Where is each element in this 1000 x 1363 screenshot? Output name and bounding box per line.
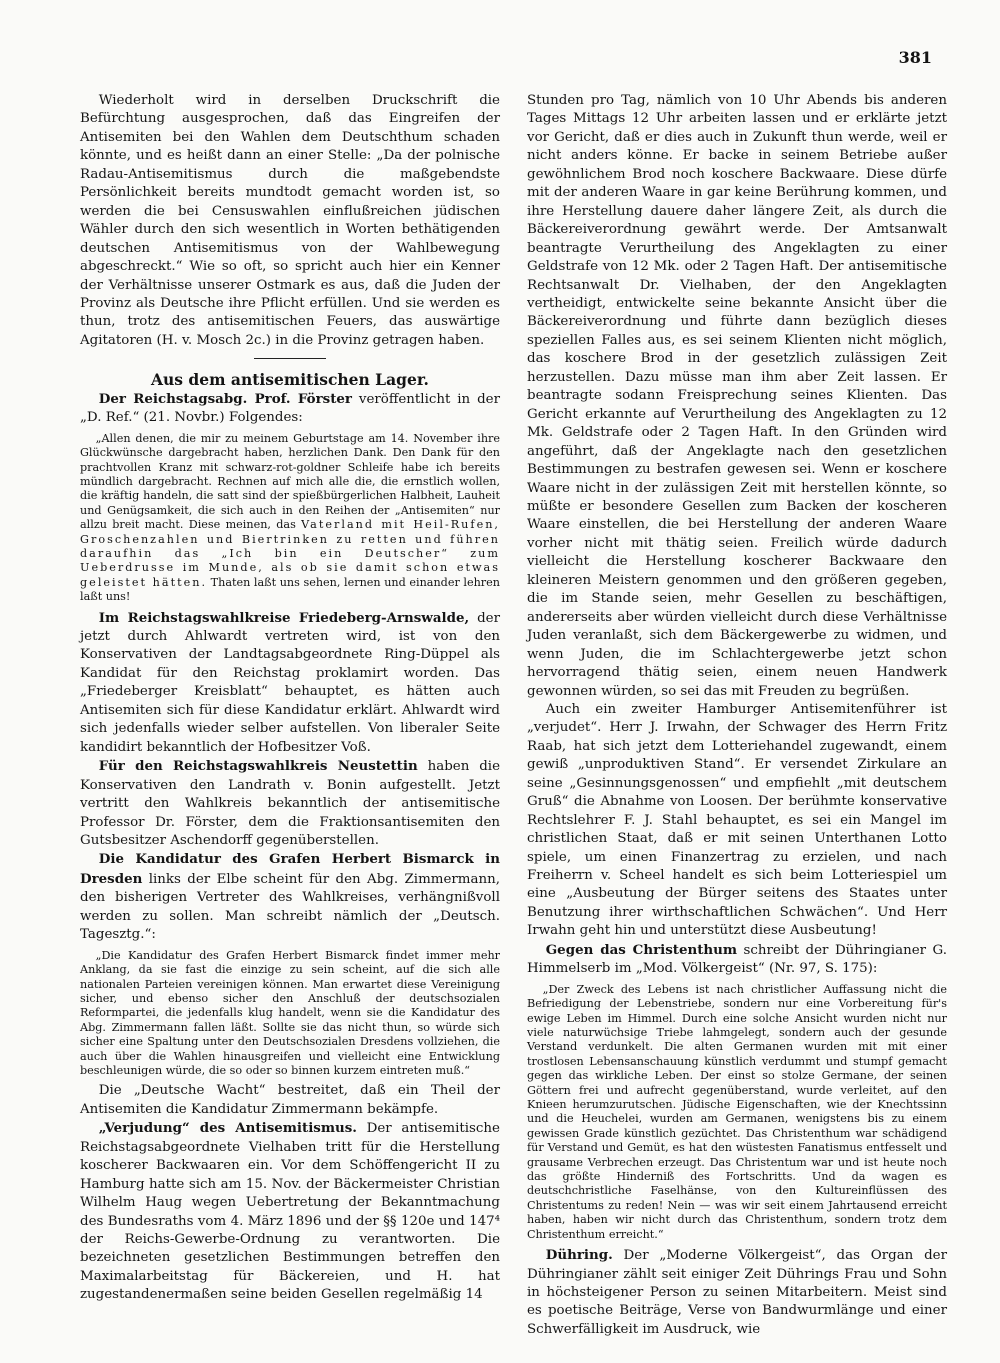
foerster-paragraph [80, 390, 500, 428]
wacht-paragraph: Die „Deutsche Wacht“ bestreitet, daß ein Theil der Antisemiten die Kandidatur Zimmermann bekämpfe. [80, 1083, 500, 1117]
verjudung-text: Der antisemitische Reichstagsabgeordnete Vielhaben tritt für die Herstellung koscherer Backwaaren ein. Vor dem Schöffengericht II zu Hamburg hatte sich am 15. Nov. der Bäckermeister Christian Wilhelm Haug wegen Uebertretung der Bekanntmachung des Bundesraths vom 4. März 1896 und der §§ 120e und 147⁴ der Reichs-Gewerbe-Ordnung zu verantworten. Die bezeichneten gesetzlichen Bestimmungen betreffen den Maximalarbeitstag für Bäckereien, und H. hat zugestandenermaßen seine beiden Gesellen regelmäßig 14 [80, 1121, 500, 1303]
foerster-quote-spaced: Vaterland mit Heil-Rufen, Groschenzahlen und Biertrinken zu retten und führen daraufhin das „Ich bin ein Deutscher“ zum Ueberdrusse im Munde, als ob sie damit schon etwas geleistet hätten. [80, 518, 500, 589]
verjudung-lead: „Verjudung“ des Antisemitismus. [98, 1120, 357, 1137]
right-column [527, 92, 947, 1339]
bismarck-text: links der Elbe scheint für den Abg. Zimmermann, den bisherigen Vertreter des Wahlkreises, verhängnißvoll werden zu sollen. Man schreibt nämlich der „Deutsch. Tagesztg.“: [80, 871, 500, 943]
foerster-quote [80, 432, 500, 605]
left-column [80, 92, 500, 1305]
foerster-lead: Der Reichstagsabg. Prof. Förster [98, 390, 352, 407]
bismarck-quote: „Die Kandidatur des Grafen Herbert Bismarck findet immer mehr Anklang, da sie fast die einzige zu sein scheint, auf die sich alle nationalen Parteien vereinigen können. Man erwartet diese Vereinigung sicher, und ebenso sicher den Anschluß der deutschsozialen Reformpartei, die jedenfalls klug handelt, wenn sie die Kandidatur des Abg. Zimmermann fallen läßt. Sollte sie das nicht thun, so würde sich sicher eine Spaltung unter den Deutschsozialen Dresdens vollziehen, die auch über die Wahlen hinausgreifen und vielleicht eine Entwicklung beschleunigen würde, die so oder so binnen kurzem eintreten muß.“ [80, 948, 500, 1077]
section-heading: Aus dem antisemitischen Lager. [151, 370, 429, 390]
neustettin-text: haben die Konservativen den Landrath v. Bonin aufgestellt. Jetzt vertritt den Wahlkreis bekanntlich der antisemitische Professor Dr. Förster, dem die Fraktionsantisemiten den Gutsbesitzer Aschendorff gegenüberstellen. [80, 759, 500, 849]
irwahn-paragraph: Auch ein zweiter Hamburger Antisemitenführer ist „verjudet“. Herr J. Irwahn, der Schwager des Herrn Fritz Raab, hat sich jetzt dem Lotteriehandel zugewandt, einem gewiß „unproduktiven Stand“. Er versendet Zirkulare an seine „Gesinnungsgenossen“ und empfiehlt „mit deutschem Gruß“ die Abnahme von Loosen. Der berühmte konservative Rechtslehrer F. J. Stahl behauptet, es sei ein Mangel im christlichen Staat, daß er mit seinen Unterthanen Lotto spiele, um einen Finanzertrag zu erzielen, und nach Freiherrn v. Scheel handelt es sich beim Lotteriespiel um eine „Ausbeutung der Bürger seitens des Staates unter Benutzung ihrer wirthschaftlichen Schwächen“. Und Herr Irwahn geht hin und unterstützt diese Ausbeutung! [527, 701, 947, 939]
verjudung-paragraph [80, 1119, 500, 1305]
page-number: 381 [898, 48, 932, 67]
christenthum-lead: Gegen das Christenthum [545, 941, 738, 958]
christenthum-quote: „Der Zweck des Lebens ist nach christlicher Auffassung nicht die Befriedigung der Lebenstriebe, sondern nur eine Vorbereitung für's ewige Leben im Himmel. Durch eine solche Ansicht wurden nicht nur viele naturwüchsige Triebe lahmgelegt, sondern auch der gesunde Verstand verdunkelt. Die alten Germanen wurden mit mit einer trostlosen Lebensanschauung künstlich verdummt und stumpf gemacht gegen das wirkliche Leben. Der einst so stolze Germane, der seinen Göttern frei und aufrecht gegenüberstand, wurde verleitet, auf den Knieen herumzurutschen. Jüdische Eigenschaften, wie der Knechtssinn und die Heuchelei, wurden am Germanen, wenigstens bis zu einem gewissen Grade künstlich gezüchtet. Das Christenthum war schädigend für Verstand und Gemüt, es hat den wüstesten Fanatismus entfesselt und grausame Verbrechen erzeugt. Das Christentum war und ist heute noch das größte Hinderniß des Fortschritts. Und da wagen es deutschchristliche Faselhänse, von den Kultureinflüssen des Christentums zu reden! Nein — was wir seit einem Jahrtausend erreicht haben, haben wir nicht durch das Christenthum, sondern trotz dem Christenthum erreicht.“ [527, 982, 947, 1241]
neustettin-lead: Für den Reichstagswahlkreis Neustettin [98, 758, 418, 775]
section-divider [254, 358, 326, 359]
christenthum-paragraph [527, 941, 947, 979]
friedeberg-text: der jetzt durch Ahlwardt vertreten wird, ist von den Konservativen der Landtagsabgeordnete Ring-Düppel als Kandidat für den Reichstag proklamirt worden. Das „Friedeberger Kreisblatt“ behauptet, es hätten auch Antisemiten sich für diese Kandidatur erklärt. Ahlwardt wird sich jedenfalls wieder selber aufstellen. Von liberaler Seite kandidirt bekanntlich der Hofbesitzer Voß. [80, 610, 500, 755]
bismarck-paragraph [80, 850, 500, 944]
christenthum-text: schreibt der Dühringianer G. Himmelserb im „Mod. Völkergeist“ (Nr. 97, S. 175): [527, 942, 947, 977]
foerster-quote-b: Thaten laßt uns sehen, lernen und einander lehren laßt uns! [80, 575, 500, 604]
foerster-quote-a: „Allen denen, die mir zu meinem Geburtstage am 14. November ihre Glückwünsche dargebracht haben, herzlichen Dank. Den Dank für den prachtvollen Kranz mit schwarz-rot-goldner Schleife habe ich bereits mündlich dargebracht. Rechnen auf mich alle die, die ernstlich wollen, die kräftig handeln, die satt sind der spießbürgerlichen Halbheit, Lauheit und Genügsamkeit, die sich auch in den Reihen der „Antisemiten“ nur allzu breit macht. Diese meinen, das [80, 431, 500, 532]
intro-paragraph: Wiederholt wird in derselben Druckschrift die Befürchtung ausgesprochen, daß das Eingreifen der Antisemiten bei den Wahlen dem Deutschthum schaden könnte, und es heißt dann an einer Stelle: „Da der polnische Radau-Antisemitismus durch die maßgebendste Persönlichkeit bereits mundtodt gemacht worden ist, so werden die bei Censuswahlen einflußreichen jüdischen Wähler durch den sich wesentlich in Worten bethätigenden deutschen Antisemitismus von der Wahlbewegung abgeschreckt.“ Wie so oft, so spricht auch hier ein Kenner der Verhältnisse unserer Ostmark es aus, daß die Juden der Provinz als Deutsche ihre Pflicht erfüllen. Und sie werden es thun, trotz des antisemitischen Feuers, das auswärtige Agitatoren (H. v. Mosch 2c.) in die Provinz getragen haben. [80, 93, 500, 348]
foerster-text: veröffentlicht in der „D. Ref.“ (21. Novbr.) Folgendes: [80, 391, 500, 426]
duehring-paragraph [527, 1246, 947, 1339]
friedeberg-paragraph [80, 609, 500, 758]
duehring-text: Der „Moderne Völkergeist“, das Organ der Dühringianer zählt seit einiger Zeit Dührings Frau und Sohn in höchsteigener Person zu seinen Mitarbeitern. Meist sind es poetische Beiträge, Verse von Bandwurmlänge und einer Schwerfälligkeit im Ausdruck, wie [527, 1248, 947, 1337]
neustettin-paragraph [80, 757, 500, 850]
duehring-lead: Dühring. [545, 1247, 613, 1264]
bismarck-lead: Die Kandidatur des Grafen Herbert Bismarck in Dresden [80, 851, 500, 887]
friedeberg-lead: Im Reichstagswahlkreise Friedeberg-Arnswalde, [98, 609, 470, 626]
verjudung-continuation: Stunden pro Tag, nämlich von 10 Uhr Abends bis anderen Tages Mittags 12 Uhr arbeiten lassen und er erklärte jetzt vor Gericht, daß er dies auch in Zukunft thun werde, weil er nicht anders könne. Er backe in seinem Betriebe außer gewöhnlichem Brod noch koschere Backwaare. Diese dürfe mit der anderen Waare in gar keine Berührung kommen, und ihre Herstellung dauere daher längere Zeit, als durch die Bäckereiverordnung gewährt werde. Der Amtsanwalt beantragte Verurtheilung des Angeklagten zu einer Geldstrafe von 12 Mk. oder 2 Tagen Haft. Der antisemitische Rechtsanwalt Dr. Vielhaben, der den Angeklagten vertheidigt, entwickelte seine bekannte Ansicht über die Bäckereiverordnung und führte dann bezüglich dieses speziellen Falles aus, es sei seinem Klienten nicht möglich, das koschere Brod in der gesetzlich zulässigen Zeit herzustellen. Dazu müsse man ihm aber Zeit lassen. Er beantragte sodann Freisprechung seines Klienten. Das Gericht erkannte auf Verurtheilung des Angeklagten zu 12 Mk. Geldstrafe oder 2 Tagen Haft. In den Gründen wird angeführt, daß der Angeklagte nach den gesetzlichen Bestimmungen zu bestrafen gewesen sei. Wenn er koschere Waare nicht in der zulässigen Zeit mit herstellen könnte, so müßte er besondere Gesellen zum Backen der koscheren Waare einstellen, die bei Herstellung der anderen Waare vorher nicht mit thätig seien. Freilich würde dadurch vielleicht die Herstellung koscherer Backwaare den kleineren Meistern genommen und den größeren gegeben, die im Stande seien, mehr Gesellen zu beschäftigen, andererseits aber würden vielleicht durch diese Verhältnisse Juden veranlaßt, sich dem Bäckergewerbe zu widmen, und wenn Juden, die im Schlachtergewerbe jetzt schon hervorragend thätig seien, einem neuen Handwerk gewonnen würden, so sei das mit Freuden zu begrüßen. [527, 93, 947, 699]
